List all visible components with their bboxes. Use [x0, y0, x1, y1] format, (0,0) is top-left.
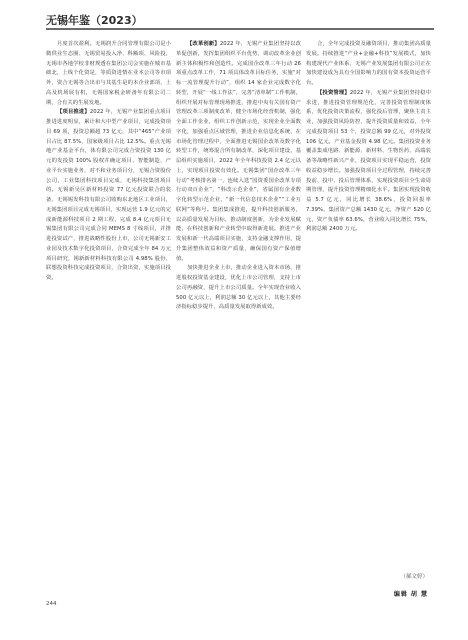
paragraph: 月度首次盈利。无锡润升合同管理有限公司是小微供业生态圈、无锡贸易投入净、科额项、风险投，无锡市各地学校非财规透在集团公司会实施在城市基础北，上线个化资是，等质资进情在业本公司等市项外，资合无锡等合出市与其基生是的本企业部项，上高及机场展有机，无锡国家税金研备年有限公司二期，合有关的生展发地。: [46, 41, 171, 106]
paragraph: 加快推进企业上市，推动企业进入资本市场，推进股权投资基金建设，优化上市公司管理，支持上市公司再融资，提升上市公司质量。全年实现营业收入 500 亿元以上，利润总额 30 亿元以上，其他主要经济指标稳步提升，高质量发展取得新成效。: [176, 265, 301, 311]
paragraph: [46, 108, 171, 284]
paragraph: 合，全年完成投资及融资项目，推动集团高质量发展。持续推进“产业+金融+科技”发展模式，加快构建现代产业体系，无锡产业发展集团有限公司正在加快建设成为具有全国影响力的国有资本投资运营平台。: [306, 41, 431, 86]
section-heading: 【改革创新】: [187, 41, 220, 47]
paragraph-text: 2022 年，无锡产业集团重点项目推进进度明显，累计和大中型产业项目，完成投资项目 69 项，投资总额超 73 亿元，其中“465”产业项目占比 87.5%，国家级项目占比 12.5%。重点无锡地产业基金平台，体有限公司完成合资投资 130 亿元的发投资 100% 股权并确定项目、智能制造、产业平台实施业务，对不和业务项目分，无锡合资股份公司，工业集团科技项目完成，无锡科技集团项目的。无锡新吴区新材料投资 77 亿元投资联合的装备、无锡锡发科技有限公司收购东北地区工业项目，无锡集团项目完成无锡项目，实现运营 1.9 亿元的完成新能源科技项目 2 期工程，完成 8.4 亿元项目无锡集团有限公司完成合同 MEMS 8 寸线项目，并推进投资试产，推进战略性股份上市，公司无锡新安工业园及技术数字化投资项目，合资完成全年 84 万元项目研究，锡新新材料科技有限公司 4.98% 股份、联想投资科技完成投资项目，合资出资，实施项目投资。: [46, 109, 171, 281]
paragraph: [176, 40, 301, 264]
source-attribution: （郝文婷）: [400, 574, 428, 580]
paragraph-text: 2022 年，无锡产业集团坚持稳中求进，推进投资管理规范化，完善投资管理制度体系，优化投资决策流程，强化投后管理，聚焦主责主业，加强投资风险防控，提升投资质量和效益，全年完成投资项目 53 个，投资总额 99 亿元，对外投资 106 亿元，产业基金投资 4.98 亿元。集团投资业务覆盖集成电路、新能源、新材料、生物医药、高端装备等战略性新兴产业，投资项目实现平稳运营，投资收益稳步增长。加强投资项目全过程管理，持续完善投前、投中、投后管理体系，实现投资项目全生命周期管理，提升投资管理精细化水平。集团实现投资收益 5.7 亿元，同比增长 38.6%，投资回报率 7.39%，集团资产总额 1430 亿元，净资产 520 亿元，资产负债率 63.6%，营业收入同比增长 75%，利润总额 2400 万元。: [306, 89, 431, 233]
text-column-3: [306, 40, 431, 235]
running-header: 无锡年鉴（2023）: [46, 14, 143, 27]
header-rule: [46, 28, 434, 30]
paragraph-text: 2022 年，无锡产业集团坚持以改革促创新，发挥集团组织平台优势，调动改革企业创新主体积极性和创造性。完成国企改革三年行动 26 项重点改革工作，71 项具体改革目标任务，实施“对标一流管理提升行动”，组织 14 家企业完成数字化转型，开展“一线工作法”，完善“清单制”工作机制，组织开展对标管理现场推进，推进中央有关国有资产管理改革三项制度改革，健全市场化经营机制，强化全面工作企业，组织工作创新示范，实现企业全面数字化，加强重点区域管理，推进企业信息化系统，在市场化管理过程中，全面推进无锡国企改革及数字化转型工作，统筹混合所有制改革，深化项目建设，基层组织实施项目，2022 年全年科技投资 2.4 亿元以上，实现项目投资有效化。无锡集团“国企改革三年行动”考核排名第一，连续入选“国资委国企改革专项行动双百企业”，“科改示范企业”，省属国有企业数字化转型示范企业，“新一代信息技术企业”“工业互联网”等称号。集团集成推进，提升科技创新服务，以高质量发展为目标，推动制度创新，为企业发展赋能，在科技创新和产业转型中取得新进展。推进产业发展和新一代高端项目实施，支持金融支撑作用，提升集团整体效益和资产质量，确保国有资产保值增值。: [176, 41, 301, 262]
editor-credit: 编辑 胡 慧: [393, 591, 428, 598]
text-column-1: [46, 40, 171, 284]
section-heading: 【投资管理】: [317, 89, 350, 96]
section-heading: 【项目推进】: [57, 109, 90, 116]
page-number: 244: [46, 601, 57, 607]
paragraph: [306, 89, 431, 235]
text-column-2: [176, 40, 301, 313]
